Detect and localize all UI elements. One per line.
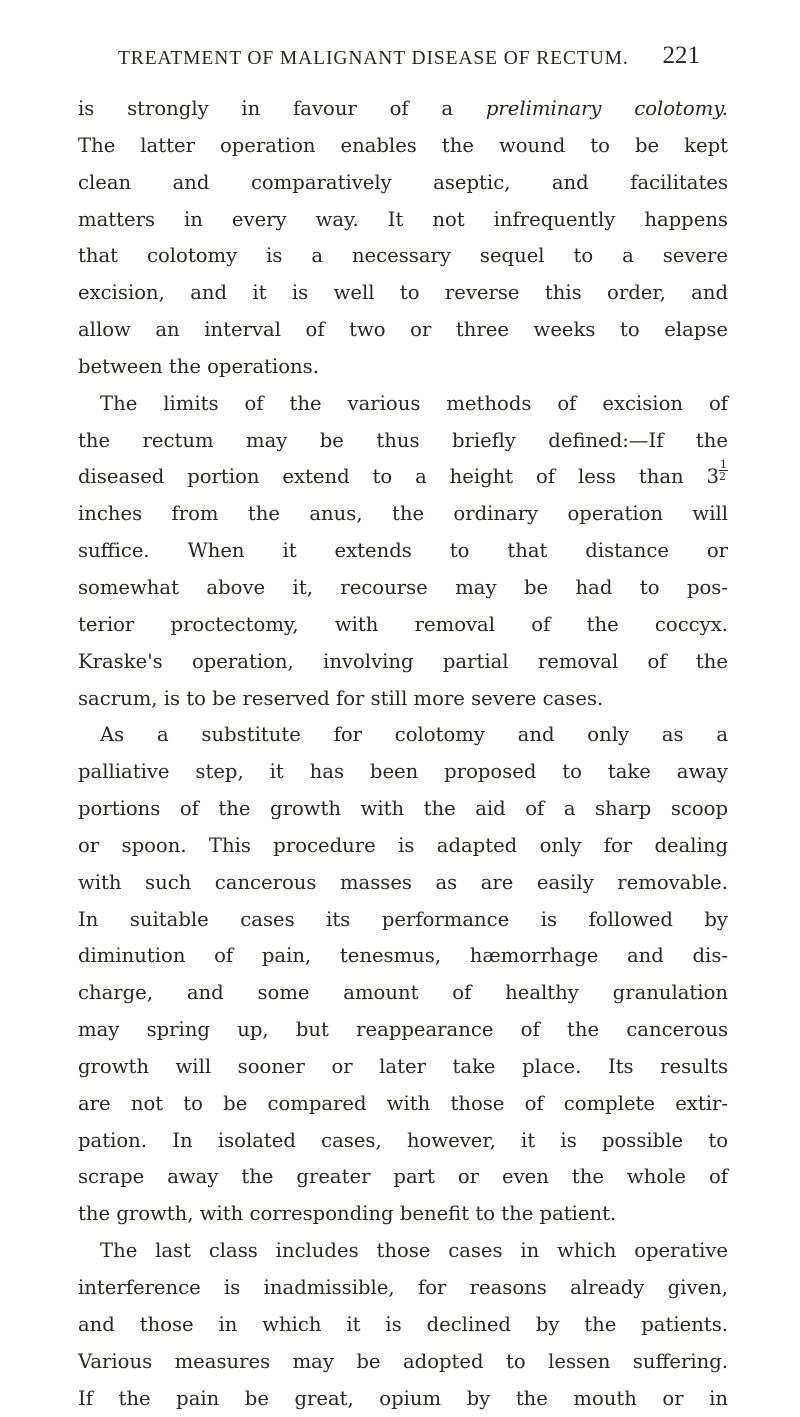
text-line: with such cancerous masses as are easily removable. <box>78 870 728 894</box>
text-line: clean and comparatively aseptic, and facilitates <box>78 170 728 194</box>
text-line: Kraske's operation, involving partial removal of the <box>78 649 728 673</box>
text-line: diminution of pain, tenesmus, hæmorrhage and dis- <box>78 944 728 968</box>
fraction <box>719 459 728 482</box>
text-line: palliative step, it has been proposed to take away <box>78 760 728 784</box>
text-line: The last class includes those cases in which operative <box>100 1239 728 1263</box>
text-line: the growth, with corresponding benefit to the patient. <box>78 1202 617 1226</box>
fraction-whole: 3 <box>706 465 719 489</box>
text-line: The latter operation enables the wound to be kept <box>78 133 728 157</box>
text-line: allow an interval of two or three weeks to elapse <box>78 318 728 342</box>
text-span: is strongly in favour of a <box>78 97 486 120</box>
body-text <box>78 91 728 1417</box>
text-line: sacrum, is to be reserved for still more severe cases. <box>78 686 604 710</box>
text-line: charge, and some amount of healthy granulation <box>78 981 728 1005</box>
text-line: the rectum may be thus briefly defined:—If the <box>78 428 728 452</box>
emphasized-text: preliminary colotomy. <box>485 97 728 120</box>
fraction-numerator: 1 <box>720 458 727 472</box>
text-line: may spring up, but reappearance of the cancerous <box>78 1018 728 1042</box>
text-line: are not to be compared with those of complete extir- <box>78 1091 728 1115</box>
text-line: excision, and it is well to reverse this order, and <box>78 281 728 305</box>
text-line: The limits of the various methods of excision of <box>100 391 728 415</box>
text-line: between the operations. <box>78 354 319 378</box>
text-line: As a substitute for colotomy and only as a <box>100 723 728 747</box>
text-line: somewhat above it, recourse may be had to pos- <box>78 575 728 599</box>
text-line <box>78 91 728 128</box>
page-number: 221 <box>662 42 700 69</box>
text-line: suffice. When it extends to that distance or <box>78 539 728 563</box>
text-line: Various measures may be adopted to lessen suffering. <box>78 1349 728 1373</box>
text-line: inches from the anus, the ordinary operation will <box>78 502 728 526</box>
text-line: or spoon. This procedure is adapted only for dealing <box>78 833 728 857</box>
running-title: TREATMENT OF MALIGNANT DISEASE OF RECTUM. <box>118 47 629 69</box>
text-line: growth will sooner or later take place. Its results <box>78 1054 728 1078</box>
text-line: that colotomy is a necessary sequel to a severe <box>78 244 728 268</box>
text-line: interference is inadmissible, for reasons already given, <box>78 1276 728 1299</box>
text-line: If the pain be great, opium by the mouth or in <box>78 1386 728 1410</box>
text-line: and those in which it is declined by the patients. <box>78 1312 728 1336</box>
running-head <box>118 34 700 68</box>
text-line: In suitable cases its performance is followed by <box>78 907 728 931</box>
text-span: diseased portion extend to a height of less than <box>78 465 707 489</box>
fraction-denominator: 2 <box>719 470 726 484</box>
text-line: portions of the growth with the aid of a sharp scoop <box>78 797 728 821</box>
text-line <box>78 459 728 496</box>
text-line: scrape away the greater part or even the whole of <box>78 1165 728 1189</box>
text-line: matters in every way. It not infrequently happens <box>78 207 728 231</box>
text-line: terior proctectomy, with removal of the coccyx. <box>78 612 728 636</box>
text-line: pation. In isolated cases, however, it is possible to <box>78 1128 728 1152</box>
